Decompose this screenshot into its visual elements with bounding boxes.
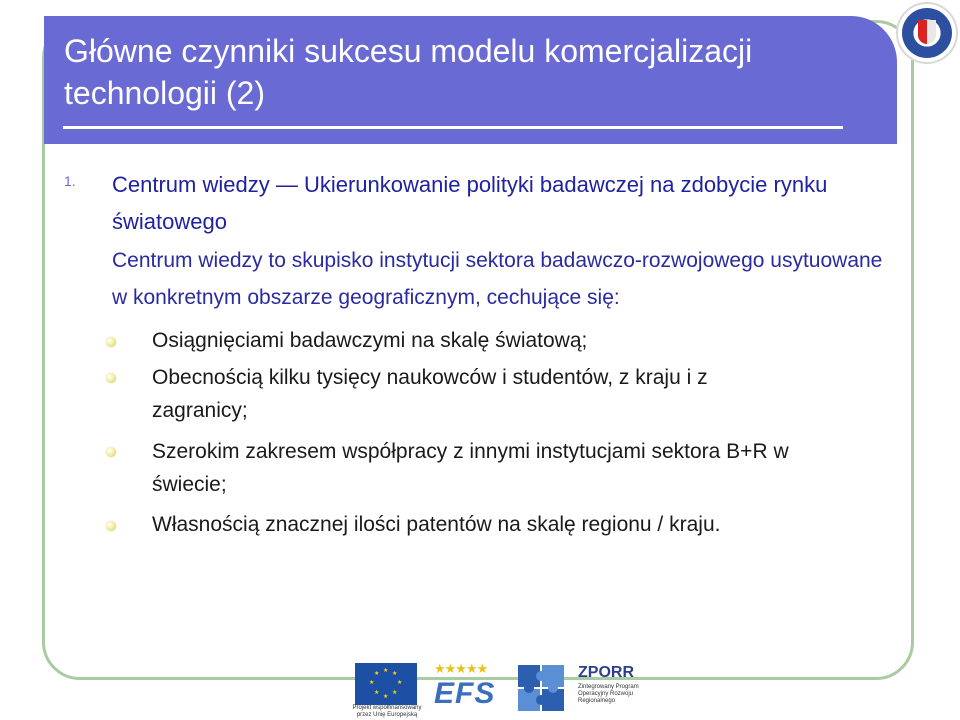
eu-caption: Projekt współfinansowany przez Unię Europejską [352,705,422,718]
section-heading: Centrum wiedzy — Ukierunkowanie polityki badawczej na zdobycie rynku światowego [112,172,828,234]
list-number: 1. [64,173,76,189]
bullet-text: Własnością znacznej ilości patentów na skalę regionu / kraju. [152,513,721,536]
funding-logos [0,655,960,720]
definition-paragraph: Centrum wiedzy to skupisko instytucji sektora badawczo-rozwojowego usytuowane w konkretnym obszarze geograficznym, cechujące się: [112,249,883,309]
seal-shield [918,20,936,44]
bullet-text: Szerokim zakresem współpracy z innymi instytucjami sektora B+R w świecie; [152,440,789,496]
title-underline [63,126,843,129]
bullet-icon [106,447,116,457]
eu-flag-icon: ★ ★ ★ ★ ★ ★ ★ ★ [355,663,417,705]
title-bar [44,16,897,144]
bullet-text: Osiągnięciami badawczymi na skalę światową; [152,329,588,352]
slide-title: Główne czynniki sukcesu modelu komercjalizacji technologii (2) [64,33,753,111]
efs-logo-icon [432,661,496,715]
zporr-title: ZPORR [578,664,634,681]
bullet-icon [106,337,116,347]
puzzle-logo-icon [516,663,566,713]
efs-text: EFS [434,677,496,710]
efs-stars: ★★★★★ [434,661,488,676]
bullet-icon [106,373,116,383]
bullet-icon [106,521,116,531]
bullet-text: Obecnością kilku tysięcy naukowców i studentów, z kraju i z zagranicy; [152,366,708,422]
city-seal-icon [896,2,958,64]
zporr-subtitle: Zintegrowany Program Operacyjny Rozwoju Regionalnego [578,684,639,704]
